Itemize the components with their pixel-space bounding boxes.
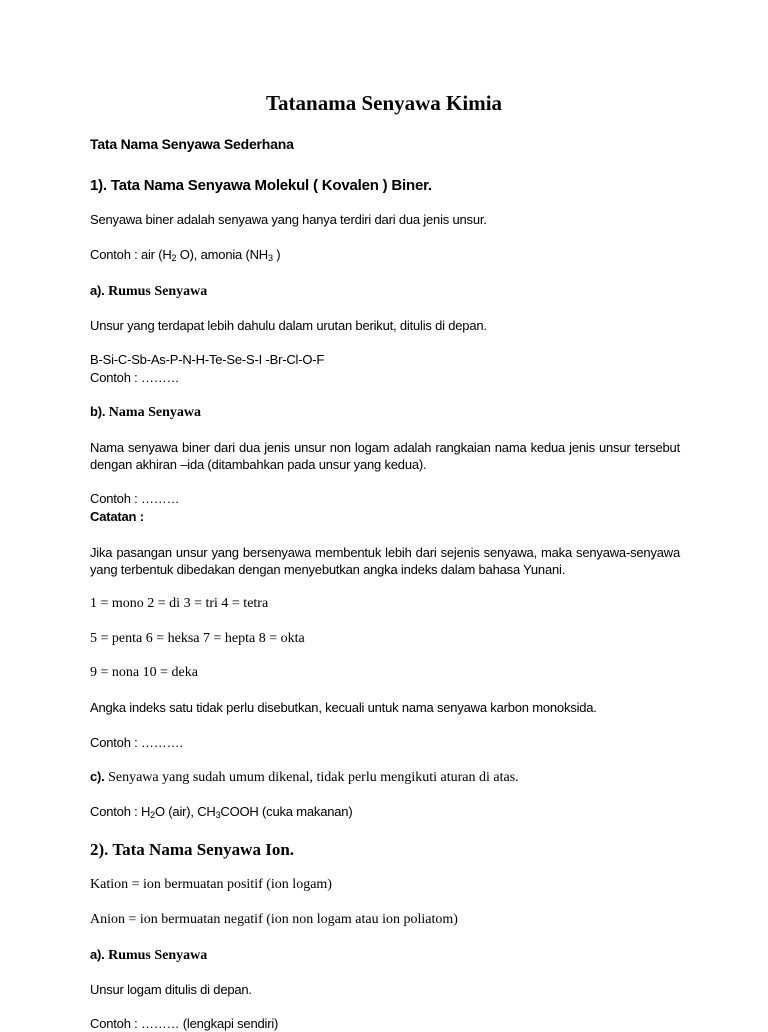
- note-label: Catatan :: [90, 509, 144, 524]
- section-2-subsection-a-heading: a). Rumus Senyawa: [90, 947, 208, 963]
- section-1-heading: 1). Tata Nama Senyawa Molekul ( Kovalen ) Biner.: [90, 177, 432, 194]
- formula-example: Contoh : ………: [90, 370, 180, 385]
- subsection-b-heading: b). Nama Senyawa: [90, 404, 201, 420]
- subsection-a-heading: a). Rumus Senyawa: [90, 283, 208, 299]
- index-example: Contoh : ……….: [90, 735, 183, 750]
- binary-compound-example: Contoh : air (H2 O), amonia (NH3 ): [90, 247, 281, 263]
- kation-definition: Kation = ion bermuatan positif (ion logam): [90, 877, 332, 892]
- common-compound-example: Contoh : H2O (air), CH3COOH (cuka makanan): [90, 804, 353, 820]
- greek-prefix-row-2: 5 = penta 6 = heksa 7 = hepta 8 = okta: [90, 631, 305, 646]
- section-2-heading: 2). Tata Nama Senyawa Ion.: [90, 840, 295, 859]
- binary-compound-definition: Senyawa biner adalah senyawa yang hanya terdiri dari dua jenis unsur.: [90, 212, 487, 227]
- metal-first-rule: Unsur logam ditulis di depan.: [90, 982, 252, 997]
- note-text: Jika pasangan unsur yang bersenyawa membentuk lebih dari sejenis senyawa, maka senyawa-senyawa yang terbentuk dibedakan dengan menyebutkan angka indeks dalam bahasa Yunani.: [90, 545, 680, 577]
- naming-rule-text: Nama senyawa biner dari dua jenis unsur non logam adalah rangkaian nama kedua jenis unsur tersebut dengan akhiran –ida (ditambahkan pada unsur yang kedua).: [90, 440, 680, 472]
- formula-rule-text: Unsur yang terdapat lebih dahulu dalam urutan berikut, ditulis di depan.: [90, 318, 487, 333]
- naming-example: Contoh : ………: [90, 491, 180, 506]
- subsection-c-text: c). Senyawa yang sudah umum dikenal, tidak perlu mengikuti aturan di atas.: [90, 769, 519, 785]
- element-sequence: B-Si-C-Sb-As-P-N-H-Te-Se-S-I -Br-Cl-O-F: [90, 352, 325, 367]
- greek-prefix-row-3: 9 = nona 10 = deka: [90, 665, 198, 680]
- index-note: Angka indeks satu tidak perlu disebutkan, kecuali untuk nama senyawa karbon monoksida.: [90, 700, 597, 715]
- anion-definition: Anion = ion bermuatan negatif (ion non logam atau ion poliatom): [90, 912, 458, 927]
- greek-prefix-row-1: 1 = mono 2 = di 3 = tri 4 = tetra: [90, 596, 269, 611]
- ion-formula-example: Contoh : ……… (lengkapi sendiri): [90, 1016, 279, 1031]
- page-title: Tatanama Senyawa Kimia: [265, 91, 503, 115]
- section-title: Tata Nama Senyawa Sederhana: [90, 136, 294, 152]
